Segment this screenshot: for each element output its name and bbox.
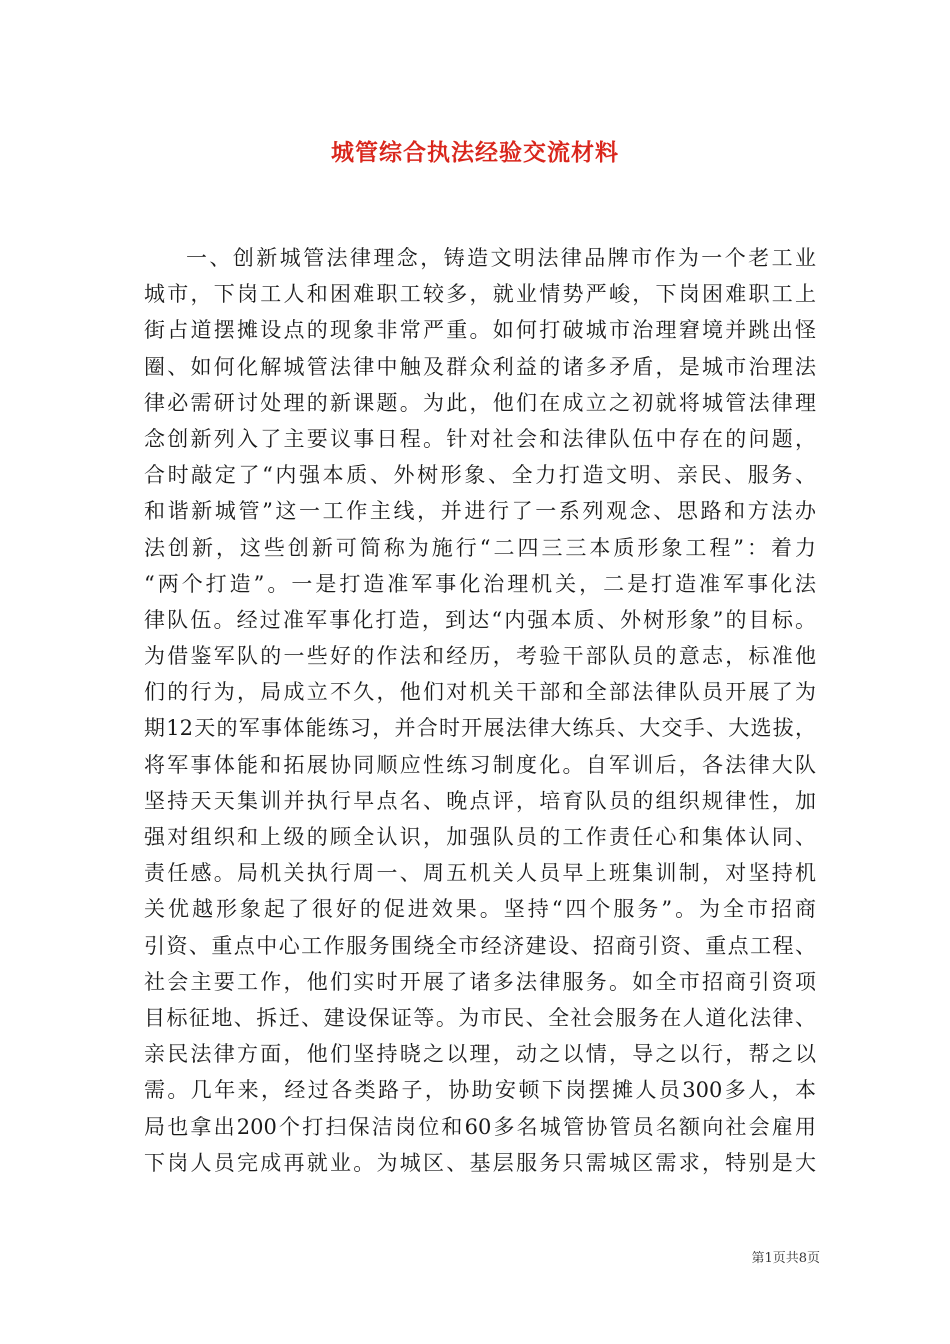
- text-line: [144, 964, 816, 1000]
- text-line: [144, 493, 816, 529]
- text-line: [144, 819, 816, 855]
- text-line-content: 法创新，这些创新可简称为施行“二四三三本质形象工程”：着力: [144, 535, 816, 560]
- text-line: [144, 855, 816, 891]
- text-line-content: 律队伍。经过准军事化打造，到达“内强本质、外树形象”的目标。: [144, 607, 816, 632]
- document-body: [144, 240, 816, 1181]
- text-line: [144, 385, 816, 421]
- text-line-content: 们的行为，局成立不久，他们对机关干部和全部法律队员开展了为: [144, 680, 816, 705]
- text-line: [144, 1072, 816, 1108]
- text-line: [144, 1000, 816, 1036]
- text-line-content: 律必需研讨处理的新课题。为此，他们在成立之初就将城管法律理: [144, 390, 816, 415]
- text-line: [144, 1109, 816, 1145]
- text-line: [144, 928, 816, 964]
- text-line: [144, 457, 816, 493]
- text-line-content: 城市，下岗工人和困难职工较多，就业情势严峻，下岗困难职工上: [144, 282, 816, 307]
- text-line: [144, 602, 816, 638]
- text-line: [144, 530, 816, 566]
- text-line-content: 将军事体能和拓展协同顺应性练习制度化。自军训后，各法律大队: [144, 752, 816, 777]
- text-line-content: 下岗人员完成再就业。为城区、基层服务只需城区需求，特别是大: [144, 1150, 816, 1175]
- document-title: 城管综合执法经验交流材料: [331, 139, 619, 166]
- text-line-content: 念创新列入了主要议事日程。针对社会和法律队伍中存在的问题，: [144, 426, 816, 451]
- text-line: [144, 674, 816, 710]
- text-line-content: 关优越形象起了很好的促进效果。坚持“四个服务”。为全市招商: [144, 897, 816, 922]
- text-line-content: 街占道摆摊设点的现象非常严重。如何打破城市治理窘境并跳出怪: [144, 318, 816, 343]
- text-line: [144, 566, 816, 602]
- text-line-content: 和谐新城管”这一工作主线，并进行了一系列观念、思路和方法办: [144, 499, 816, 524]
- text-line: [144, 638, 816, 674]
- text-line: [144, 783, 816, 819]
- text-line-content: 亲民法律方面，他们坚持晓之以理，动之以情，导之以行，帮之以: [144, 1042, 816, 1067]
- text-line-content: 引资、重点中心工作服务围绕全市经济建设、招商引资、重点工程、: [144, 933, 816, 958]
- text-line-content: 局也拿出200个打扫保洁岗位和60多名城管协管员名额向社会雇用: [144, 1114, 816, 1139]
- text-line-content: 社会主要工作，他们实时开展了诸多法律服务。如全市招商引资项: [144, 969, 816, 994]
- text-line: [144, 710, 816, 746]
- text-line-content: 期12天的军事体能练习，并合时开展法律大练兵、大交手、大选拔，: [144, 716, 816, 741]
- page-number: 第1页共8页: [751, 1251, 820, 1266]
- text-line-content: 强对组织和上级的顾全认识，加强队员的工作责任心和集体认同、: [144, 825, 816, 849]
- text-line-content: 坚持天天集训并执行早点名、晚点评，培育队员的组织规律性，加: [144, 788, 816, 813]
- text-line-content: 目标征地、拆迁、建设保证等。为市民、全社会服务在人道化法律、: [144, 1005, 816, 1030]
- text-line-content: “两个打造”。一是打造准军事化治理机关，二是打造准军事化法: [144, 571, 816, 596]
- text-line: [144, 349, 816, 385]
- text-line-content: 合时敲定了“内强本质、外树形象、全力打造文明、亲民、服务、: [144, 463, 816, 488]
- text-line: [144, 891, 816, 927]
- text-line: [144, 240, 816, 276]
- text-line-content: 为借鉴军队的一些好的作法和经历，考验干部队员的意志，标准他: [144, 644, 816, 669]
- text-line: [144, 1036, 816, 1072]
- text-line-content: 需。几年来，经过各类路子，协助安顿下岗摆摊人员300多人，本: [144, 1078, 816, 1103]
- text-line: [144, 1145, 816, 1181]
- text-line-content: 圈、如何化解城管法律中触及群众利益的诸多矛盾，是城市治理法: [144, 354, 816, 379]
- text-line-content: 责任感。局机关执行周一、周五机关人员早上班集训制，对坚持机: [144, 861, 816, 886]
- text-line: [144, 312, 816, 348]
- text-line: [144, 276, 816, 312]
- text-line: [144, 421, 816, 457]
- text-line-content: 一、创新城管法律理念，铸造文明法律品牌市作为一个老工业: [186, 246, 816, 270]
- text-line: [144, 747, 816, 783]
